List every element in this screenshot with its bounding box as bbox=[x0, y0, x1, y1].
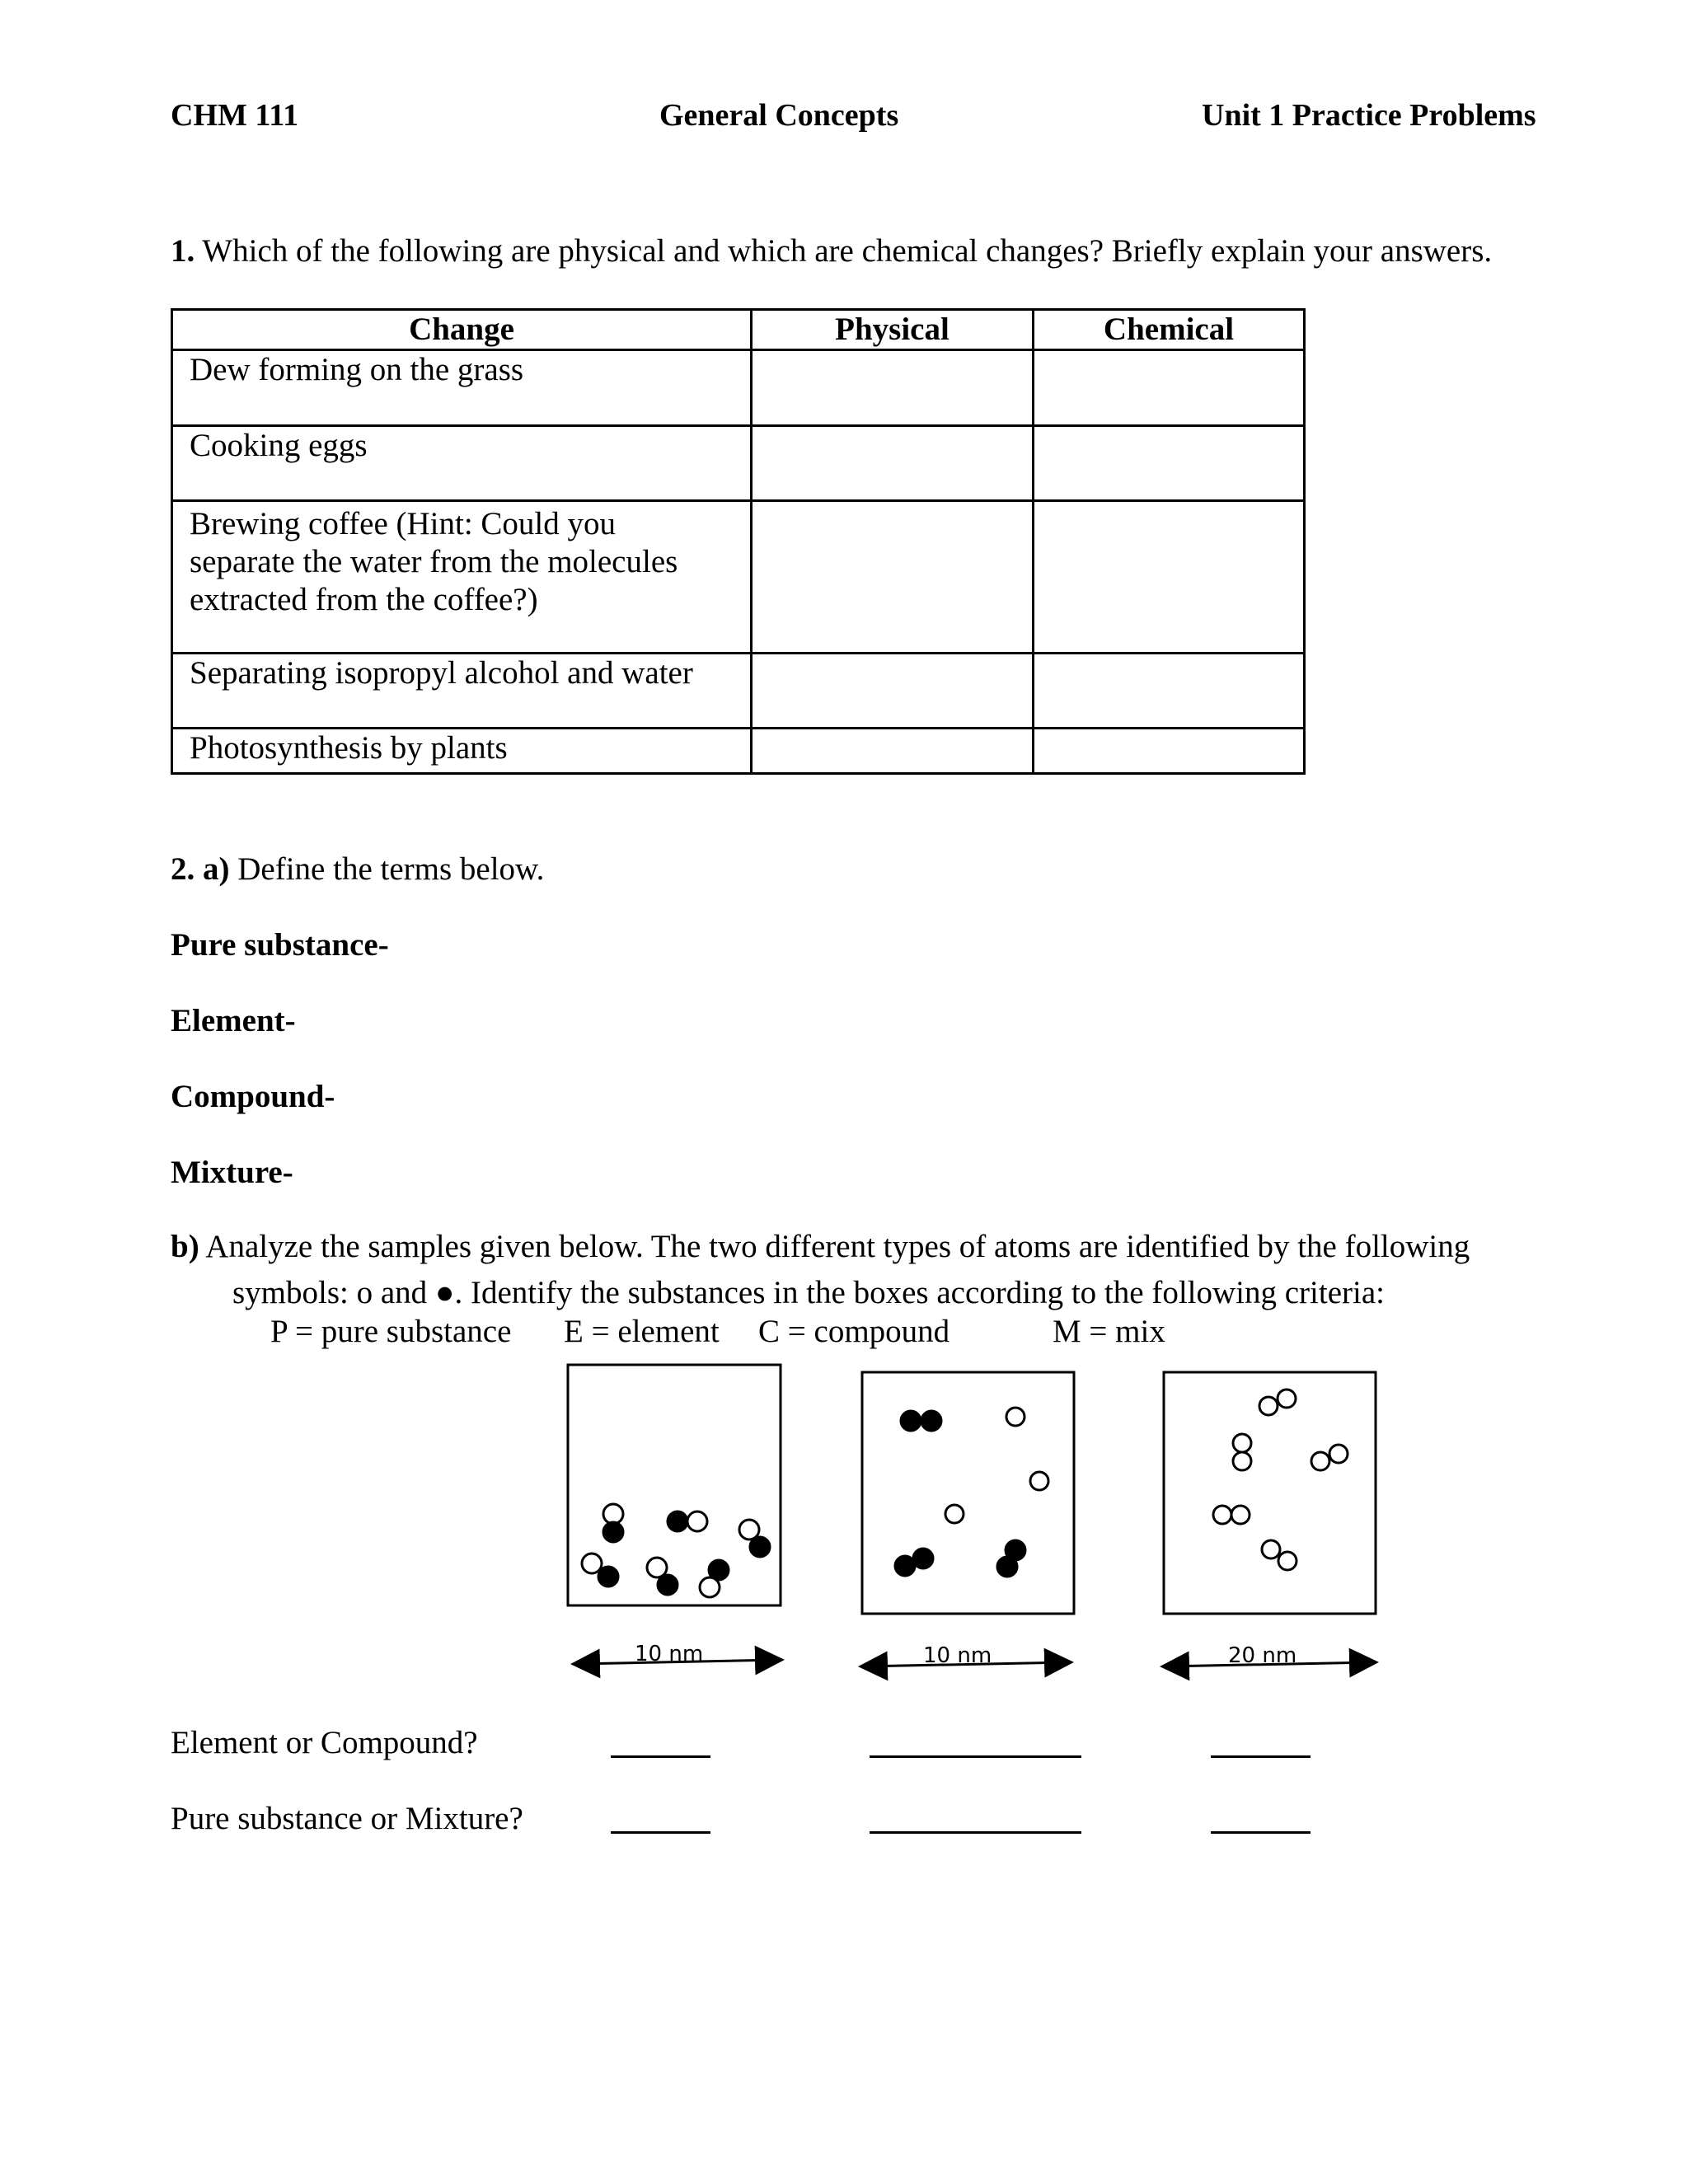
criteria-mix: M = mix bbox=[1053, 1314, 1165, 1349]
change-cell: Separating isopropyl alcohol and water bbox=[172, 654, 752, 729]
term-mixture: Mixture- bbox=[171, 1155, 293, 1190]
header-change: Change bbox=[172, 310, 752, 350]
black-atom bbox=[901, 1411, 921, 1431]
part-b-label: b) bbox=[171, 1229, 199, 1264]
criteria-element: E = element bbox=[564, 1314, 720, 1349]
black-atom bbox=[603, 1522, 623, 1542]
question-1-prompt: Which of the following are physical and which are chemical changes? Briefly explain your answers. bbox=[202, 233, 1493, 269]
sample-box-3 bbox=[1164, 1372, 1376, 1666]
change-cell: Brewing coffee (Hint: Could you separate the water from the molecules extracted from the coffee?) bbox=[172, 501, 752, 654]
part-a-label: a) bbox=[203, 851, 230, 887]
change-cell: Photosynthesis by plants bbox=[172, 729, 752, 774]
white-atom bbox=[1030, 1472, 1048, 1490]
term-element: Element- bbox=[171, 1003, 296, 1038]
black-atom bbox=[895, 1556, 915, 1576]
white-atom bbox=[603, 1504, 623, 1524]
part-b-text-1: Analyze the samples given below. The two different types of atoms are identified by the following bbox=[205, 1229, 1470, 1264]
answer-blank[interactable] bbox=[1211, 1831, 1311, 1834]
white-atom bbox=[945, 1505, 964, 1523]
course-code: CHM 111 bbox=[171, 98, 299, 133]
scale-label-3: 20 nm bbox=[1228, 1643, 1297, 1668]
answer-blank[interactable] bbox=[870, 1755, 1081, 1758]
black-atom bbox=[997, 1557, 1017, 1577]
element-or-compound-question: Element or Compound? bbox=[171, 1725, 478, 1760]
sample-box-2 bbox=[862, 1372, 1074, 1666]
header-physical: Physical bbox=[752, 310, 1034, 350]
white-atom bbox=[582, 1554, 602, 1573]
pure-or-mixture-question: Pure substance or Mixture? bbox=[171, 1801, 523, 1836]
header-chemical: Chemical bbox=[1034, 310, 1305, 350]
question-2-number: 2. bbox=[171, 851, 195, 887]
part-b-line-2: symbols: o and ●. Identify the substances in the boxes according to the following criteria: bbox=[232, 1275, 1385, 1310]
answer-blank[interactable] bbox=[870, 1831, 1081, 1834]
black-atom bbox=[750, 1537, 770, 1557]
change-cell: Cooking eggs bbox=[172, 426, 752, 501]
white-atom bbox=[1278, 1390, 1296, 1408]
answer-blank[interactable] bbox=[1211, 1755, 1311, 1758]
part-a-prompt: Define the terms below. bbox=[237, 851, 545, 887]
answer-blank[interactable] bbox=[611, 1755, 710, 1758]
white-atom bbox=[1233, 1434, 1251, 1452]
term-compound: Compound- bbox=[171, 1079, 335, 1114]
white-atom bbox=[1006, 1408, 1025, 1426]
scale-label-2: 10 nm bbox=[923, 1643, 992, 1668]
criteria-compound: C = compound bbox=[758, 1314, 950, 1349]
change-cell: Dew forming on the grass bbox=[172, 350, 752, 426]
unit-title: Unit 1 Practice Problems bbox=[1202, 98, 1536, 133]
white-atom bbox=[1231, 1506, 1250, 1524]
white-atom bbox=[1262, 1540, 1280, 1558]
criteria-pure: P = pure substance bbox=[270, 1314, 512, 1349]
term-pure-substance: Pure substance- bbox=[171, 927, 389, 963]
white-atom bbox=[687, 1511, 707, 1531]
white-atom bbox=[1329, 1445, 1348, 1463]
white-atom bbox=[1311, 1452, 1329, 1470]
white-atom bbox=[1213, 1506, 1231, 1524]
answer-blank[interactable] bbox=[611, 1831, 710, 1834]
white-atom bbox=[1233, 1452, 1251, 1470]
black-atom bbox=[658, 1575, 678, 1595]
question-1-number: 1. bbox=[171, 233, 195, 269]
course-topic: General Concepts bbox=[659, 98, 899, 133]
black-atom bbox=[913, 1549, 933, 1568]
white-atom bbox=[700, 1577, 720, 1597]
sample-box-1 bbox=[568, 1365, 781, 1664]
white-atom bbox=[1278, 1552, 1296, 1570]
black-atom bbox=[668, 1511, 687, 1531]
black-atom bbox=[921, 1411, 941, 1431]
scale-label-1: 10 nm bbox=[635, 1642, 704, 1666]
white-atom bbox=[1259, 1397, 1278, 1415]
black-atom bbox=[598, 1567, 618, 1586]
